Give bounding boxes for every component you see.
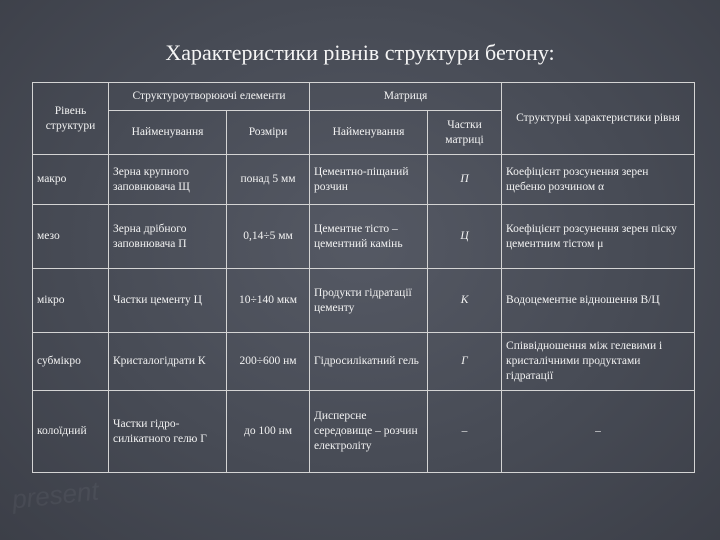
cell-element: Кристалогідрати К bbox=[109, 333, 227, 391]
cell-element: Частки цементу Ц bbox=[109, 269, 227, 333]
cell-level: макро bbox=[33, 155, 109, 205]
cell-matrix: Цементне тісто – цементний камінь bbox=[310, 205, 428, 269]
table-row bbox=[33, 269, 695, 333]
header-characteristics: Структурні характеристики рівня bbox=[502, 83, 695, 155]
cell-element: Зерна крупного заповнювача Щ bbox=[109, 155, 227, 205]
table-row bbox=[33, 205, 695, 269]
cell-level: колоїдний bbox=[33, 391, 109, 473]
cell-size: 0,14÷5 мм bbox=[227, 205, 310, 269]
cell-particle: Ц bbox=[428, 205, 502, 269]
cell-element: Зерна дрібного заповнювача П bbox=[109, 205, 227, 269]
cell-size: до 100 нм bbox=[227, 391, 310, 473]
header-matrix-particles: Частки матриці bbox=[428, 111, 502, 155]
cell-particle: П bbox=[428, 155, 502, 205]
cell-matrix: Цементно-піщаний розчин bbox=[310, 155, 428, 205]
cell-level: мікро bbox=[33, 269, 109, 333]
cell-matrix: Продукти гідратації цементу bbox=[310, 269, 428, 333]
table-row bbox=[33, 391, 695, 473]
cell-characteristic: Коефіцієнт розсунення зерен піску цементним тістом μ bbox=[502, 205, 695, 269]
cell-matrix: Гідросилікатний гель bbox=[310, 333, 428, 391]
header-row-1 bbox=[33, 83, 695, 111]
cell-particle: – bbox=[428, 391, 502, 473]
cell-characteristic: Співвідношення між гелевими і кристалічними продуктами гідратації bbox=[502, 333, 695, 391]
structure-levels-table bbox=[32, 82, 695, 473]
cell-level: субмікро bbox=[33, 333, 109, 391]
cell-characteristic: Коефіцієнт розсунення зерен щебеню розчином α bbox=[502, 155, 695, 205]
table-row bbox=[33, 333, 695, 391]
cell-size: 10÷140 мкм bbox=[227, 269, 310, 333]
background-watermark: present bbox=[10, 475, 101, 515]
cell-particle: К bbox=[428, 269, 502, 333]
header-matrix-name: Найменування bbox=[310, 111, 428, 155]
header-sizes: Розміри bbox=[227, 111, 310, 155]
header-level: Рівень структури bbox=[33, 83, 109, 155]
table-row bbox=[33, 155, 695, 205]
cell-element: Частки гідро-силікатного гелю Г bbox=[109, 391, 227, 473]
cell-characteristic: Водоцементне відношення В/Ц bbox=[502, 269, 695, 333]
cell-matrix: Дисперсне середовище – розчин електроліту bbox=[310, 391, 428, 473]
header-structure-elements: Структуроутворюючі елементи bbox=[109, 83, 310, 111]
page-title: Характеристики рівнів структури бетону: bbox=[165, 40, 555, 65]
cell-particle: Г bbox=[428, 333, 502, 391]
cell-characteristic: – bbox=[502, 391, 695, 473]
header-name: Найменування bbox=[109, 111, 227, 155]
cell-size: 200÷600 нм bbox=[227, 333, 310, 391]
header-matrix: Матриця bbox=[310, 83, 502, 111]
cell-size: понад 5 мм bbox=[227, 155, 310, 205]
cell-level: мезо bbox=[33, 205, 109, 269]
